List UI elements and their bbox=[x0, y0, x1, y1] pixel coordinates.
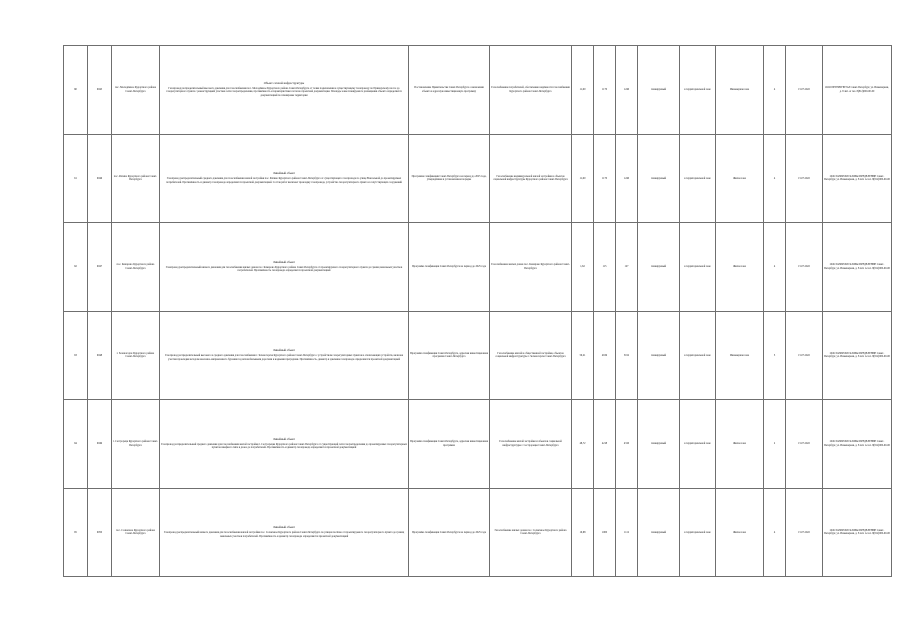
row-number: 64 bbox=[64, 400, 88, 489]
description-cell bbox=[160, 223, 409, 312]
location-cell: г. Зеленогорск Курортного района Санкт-Петербурга bbox=[112, 311, 160, 400]
object-code: 0045 bbox=[88, 46, 112, 135]
date-cell: 15.07.2022 bbox=[786, 46, 823, 135]
table-row bbox=[64, 46, 892, 135]
status-cell: планируемый bbox=[638, 46, 680, 135]
length-value: 11,60 bbox=[572, 134, 594, 223]
date-cell: 15.07.2022 bbox=[786, 134, 823, 223]
description-cell bbox=[160, 488, 409, 577]
count-value: 3 bbox=[764, 311, 786, 400]
parameter-value-1: 1170 bbox=[594, 134, 616, 223]
description-title: Линейный объект bbox=[273, 436, 295, 441]
purpose-cell: Газоснабжение потребителей, обеспечение надёжности газоснабжения Курортного района Санкт-Петербурга bbox=[490, 46, 572, 135]
object-code: 0049 bbox=[88, 400, 112, 489]
status-cell: планируемый bbox=[638, 400, 680, 489]
table-row bbox=[64, 223, 892, 312]
count-value: 2 bbox=[764, 400, 786, 489]
parameter-value-1: 1000 bbox=[594, 488, 616, 577]
location-cell: пос. Солнечное Курортного района Санкт-Петербурга bbox=[112, 488, 160, 577]
category-cell: в территориальной зоне bbox=[680, 488, 716, 577]
status-cell: планируемый bbox=[638, 488, 680, 577]
organization-cell: ООО ГАЗПРОМ ГАЗОРАСПРЕДЕЛЕНИЕ Санкт-Петербург, ул. Инженерная, д. 8 лит. А тел. 8(812)000-00-00 bbox=[823, 311, 892, 400]
basis-cell: Программа газификации Санкт-Петербурга, адресная инвестиционная программа bbox=[409, 400, 490, 489]
location-cell: г. Сестрорецк Курортного района Санкт-Петербурга bbox=[112, 400, 160, 489]
row-number: 63 bbox=[64, 311, 88, 400]
description-text: Газопровод распределительный низкого давления для газоснабжения жилой застройки пос. Солнечное Курортного района Санкт-Петербурга по улицам посёлка от проектируемого газорегуляторного пункта до границ земельных участков потребителей. Протяжённость и диаметр газопровода определяются проектной документацией bbox=[163, 531, 405, 538]
description-title: Объект сетевой инфраструктуры bbox=[263, 81, 305, 86]
description-text: Газопровод распределительный высокого давления для газоснабжения пос. Молодёжное Курортного района Санкт-Петербурга от точки подключения к существующему газопроводу по Приморскому шоссе до газорегуляторного пункта с реконструкцией участков сети газораспределения, протяжённость и характеристики согласно проектной документации. Площадь зоны планируемого размещения объекта определяется документацией по планировке территории bbox=[166, 87, 402, 97]
description-cell bbox=[160, 400, 409, 489]
basis-cell: Постановление Правительства Санкт-Петербурга о включении объекта в адресную инвестиционную программу bbox=[409, 46, 490, 135]
zone-cell: Жилая зона bbox=[716, 223, 764, 312]
object-code: 0046 bbox=[88, 134, 112, 223]
parameter-value-1: 1170 bbox=[594, 46, 616, 135]
basis-cell: Программа газификации Санкт-Петербурга на период до 2025 года bbox=[409, 488, 490, 577]
parameter-value-1: 4919 bbox=[594, 311, 616, 400]
description-text: Газопровод распределительный низкого давления для газоснабжения жилых домов пос. Комарово Курортного района Санкт-Петербурга от проектируемого газорегуляторного пункта до границ земельных участков потребителей. Протяжённость газопровода определяется проектной документацией bbox=[165, 265, 403, 273]
object-code: 0050 bbox=[88, 488, 112, 577]
description-cell bbox=[160, 311, 409, 400]
category-cell: в территориальной зоне bbox=[680, 134, 716, 223]
category-cell: в территориальной зоне bbox=[680, 400, 716, 489]
zone-cell: Жилая зона bbox=[716, 400, 764, 489]
basis-cell: Программа газификации Санкт-Петербурга на период до 2025 года, утверждённая в установленном порядке bbox=[409, 134, 490, 223]
count-value: 4 bbox=[764, 46, 786, 135]
length-value: 48,72 bbox=[572, 400, 594, 489]
organization-cell: ООО ГАЗПРОМ ГАЗОРАСПРЕДЕЛЕНИЕ Санкт-Петербург, ул. Инженерная, д. 8 лит. А тел. 8(812)000-00-00 bbox=[823, 134, 892, 223]
parameter-value-1: 115 bbox=[594, 223, 616, 312]
status-cell: планируемый bbox=[638, 223, 680, 312]
parameter-value-2: 1240 bbox=[616, 46, 638, 135]
status-cell: планируемый bbox=[638, 134, 680, 223]
location-cell: пос. Репино Курортного района Санкт-Петербурга bbox=[112, 134, 160, 223]
table-row bbox=[64, 311, 892, 400]
length-value: 10,68 bbox=[572, 488, 594, 577]
parameter-value-2: 1240 bbox=[616, 134, 638, 223]
location-cell: пос. Молодёжное Курортного района Санкт-Петербурга bbox=[112, 46, 160, 135]
organization-cell: ООО ГАЗПРОМ ГАЗОРАСПРЕДЕЛЕНИЕ Санкт-Петербург, ул. Инженерная, д. 8 лит. А тел. 8(812)000-00-00 bbox=[823, 223, 892, 312]
purpose-cell: Газоснабжение жилых домов пос. Солнечное Курортного района Санкт-Петербурга bbox=[490, 488, 572, 577]
table-body bbox=[64, 46, 892, 577]
description-cell bbox=[160, 134, 409, 223]
parameter-value-1: 4218 bbox=[594, 400, 616, 489]
description-text: Газопровод распределительный среднего давления для газоснабжения жилой застройки пос. Репино Курортного района Санкт-Петербурга от существующего газопровода по улице Вокзальной до проектируемых потребителей. Протяжённость и диаметр газопровода определяются проектной документацией. Состав работ включает прокладку газопровода, устройство газорегуляторного пункта и сопутствующих сооружений bbox=[166, 177, 402, 184]
count-value: 4 bbox=[764, 488, 786, 577]
parameter-value-2: 5012 bbox=[616, 311, 638, 400]
parameter-value-2: 4310 bbox=[616, 400, 638, 489]
basis-cell: Программа газификации Санкт-Петербурга, адресная инвестиционная программа Санкт-Петербурга bbox=[409, 311, 490, 400]
date-cell: 15.07.2022 bbox=[786, 223, 823, 312]
date-cell: 15.07.2022 bbox=[786, 311, 823, 400]
description-title: Линейный объект bbox=[273, 348, 295, 353]
register-table bbox=[63, 45, 892, 577]
category-cell: в территориальной зоне bbox=[680, 311, 716, 400]
object-code: 0048 bbox=[88, 311, 112, 400]
category-cell: в территориальной зоне bbox=[680, 46, 716, 135]
description-text: Газопровод распределительный среднего давления для газоснабжения жилой застройки г. Сестрорецка Курортного района Санкт-Петербурга от существующей сети газораспределения до проектируемых газорегуляторных пунктов шкафного типа и далее до потребителей. Протяжённость и диаметр газопровода определяются проектной документацией bbox=[161, 442, 407, 450]
location-cell: пос. Комарово Курортного района Санкт-Петербурга bbox=[112, 223, 160, 312]
row-number: 61 bbox=[64, 134, 88, 223]
length-value: 11,60 bbox=[572, 46, 594, 135]
length-value: 1,62 bbox=[572, 223, 594, 312]
length-value: 50,21 bbox=[572, 311, 594, 400]
description-title: Линейный объект bbox=[273, 171, 295, 176]
description-title: Линейный объект bbox=[273, 259, 295, 264]
status-cell: планируемый bbox=[638, 311, 680, 400]
purpose-cell: Газоснабжение жилых домов пос. Комарово Курортного района Санкт-Петербурга bbox=[490, 223, 572, 312]
category-cell: в территориальной зоне bbox=[680, 223, 716, 312]
organization-cell: ООО ГАЗПРОМ ГАЗОРАСПРЕДЕЛЕНИЕ Санкт-Петербург, ул. Инженерная, д. 8 лит. А тел. 8(812)000-00-00 bbox=[823, 488, 892, 577]
description-text: Газопровод распределительный высокого и среднего давления для газоснабжения г. Зеленогорска Курортного района Санкт-Петербурга с устройством газорегуляторных пунктов и отключающих устройств, включая участки прокладки методом наклонно-направленного бурения под автомобильными дорогами и водными преградами. Протяжённость, диаметр и давление газопровода определяются проектной документацией bbox=[165, 354, 403, 361]
table-row bbox=[64, 488, 892, 577]
parameter-value-2: 1112 bbox=[616, 488, 638, 577]
row-number: 60 bbox=[64, 46, 88, 135]
zone-cell: Жилая зона bbox=[716, 488, 764, 577]
zone-cell: Инженерная зона bbox=[716, 46, 764, 135]
purpose-cell: Газоснабжение жилой и общественной застройки, объектов социальной инфраструктуры г. Зеленогорска Санкт-Петербурга bbox=[490, 311, 572, 400]
object-code: 0047 bbox=[88, 223, 112, 312]
zone-cell: Инженерная зона bbox=[716, 311, 764, 400]
purpose-cell: Газоснабжение индивидуальной жилой застройки и объектов социальной инфраструктуры Курортного района Санкт-Петербурга bbox=[490, 134, 572, 223]
description-cell bbox=[160, 46, 409, 135]
row-number: 65 bbox=[64, 488, 88, 577]
zone-cell: Жилая зона bbox=[716, 134, 764, 223]
date-cell: 15.07.2022 bbox=[786, 488, 823, 577]
table-row bbox=[64, 134, 892, 223]
organization-cell: ООО ПЕТЕРБУРГГАЗ Санкт-Петербург, ул. Инженерная, д. 8 лит. А тел. 8(812)000-00-00 bbox=[823, 46, 892, 135]
date-cell: 15.07.2022 bbox=[786, 400, 823, 489]
row-number: 62 bbox=[64, 223, 88, 312]
description-title: Линейный объект bbox=[273, 525, 295, 530]
parameter-value-2: 127 bbox=[616, 223, 638, 312]
purpose-cell: Газоснабжение жилой застройки и объектов социальной инфраструктуры г. Сестрорецка Санкт-Петербурга bbox=[490, 400, 572, 489]
count-value: 4 bbox=[764, 223, 786, 312]
count-value: 4 bbox=[764, 134, 786, 223]
organization-cell: ООО ГАЗПРОМ ГАЗОРАСПРЕДЕЛЕНИЕ Санкт-Петербург, ул. Инженерная, д. 8 лит. А тел. 8(812)000-00-00 bbox=[823, 400, 892, 489]
basis-cell: Программа газификации Санкт-Петербурга на период до 2025 года bbox=[409, 223, 490, 312]
table-row bbox=[64, 400, 892, 489]
